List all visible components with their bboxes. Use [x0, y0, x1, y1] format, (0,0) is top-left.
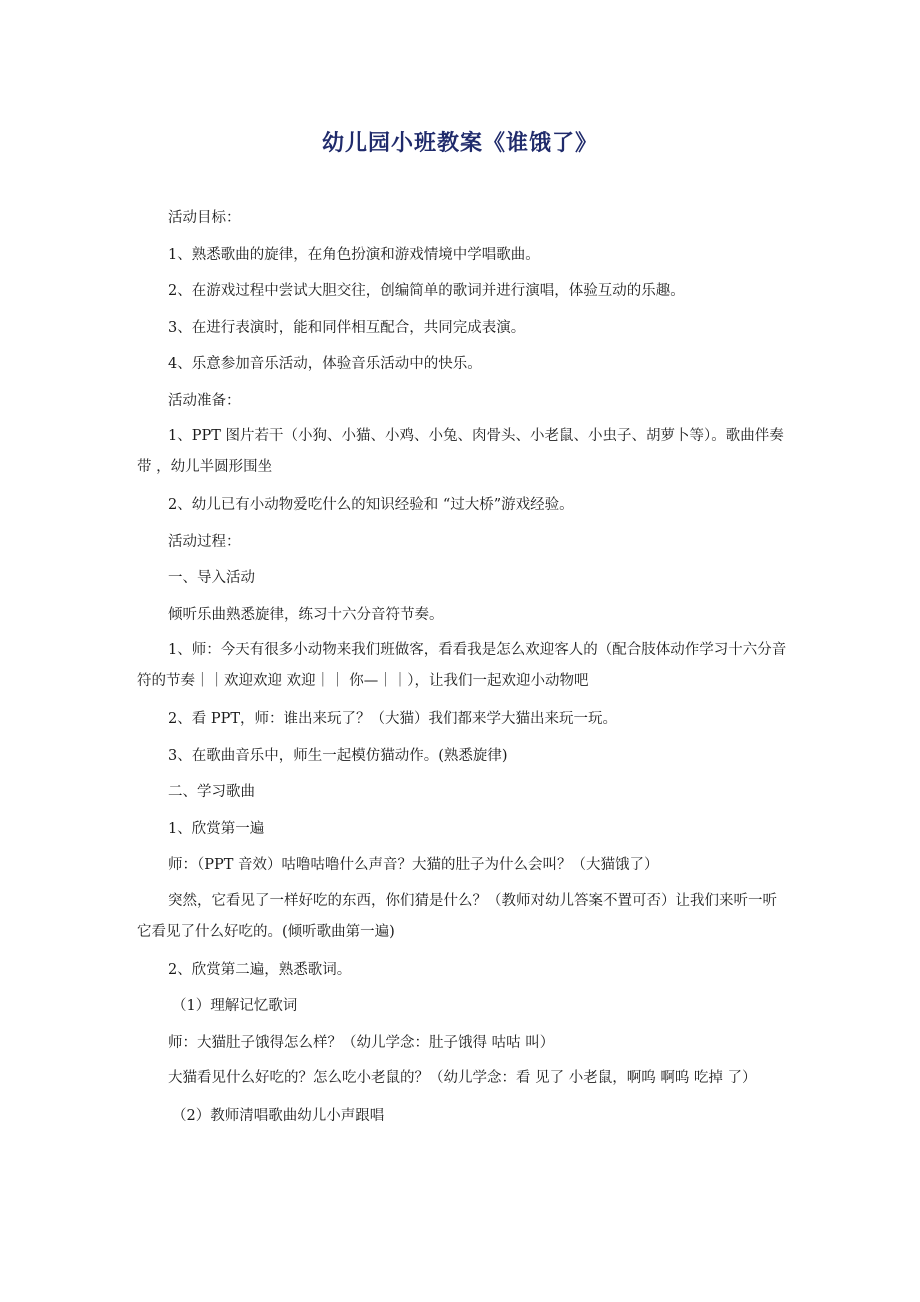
paragraph: （2）教师清唱歌曲幼儿小声跟唱	[172, 1108, 385, 1124]
paragraph: 1、师：今天有很多小动物来我们班做客，看看我是怎么欢迎客人的（配合肢体动作学习十六分音符的节奏｜｜欢迎欢迎 欢迎｜｜ 你—｜｜），让我们一起欢迎小动物吧	[137, 642, 787, 689]
paragraph: 师：大猫肚子饿得怎么样？（幼儿学念：肚子饿得 咕咕 叫）	[168, 1034, 555, 1051]
paragraph: 4、乐意参加音乐活动，体验音乐活动中的快乐。	[168, 356, 482, 372]
section-heading: 活动目标：	[168, 210, 241, 226]
paragraph: 1、欣赏第一遍	[168, 820, 265, 837]
paragraph: 突然，它看见了一样好吃的东西，你们猜是什么？（教师对幼儿答案不置可否）让我们来听一听它看见了什么好吃的。(倾听歌曲第一遍)	[137, 892, 777, 940]
section-heading: 活动过程：	[168, 533, 241, 550]
paragraph: 1、PPT 图片若干（小狗、小猫、小鸡、小兔、肉骨头、小老鼠、小虫子、胡萝卜等）。歌曲伴奏带 ，幼儿半圆形围坐	[137, 428, 784, 475]
section-heading: 一、导入活动	[168, 570, 255, 586]
paragraph: （1）理解记忆歌词	[172, 998, 298, 1014]
paragraph: 1、熟悉歌曲的旋律，在角色扮演和游戏情境中学唱歌曲。	[168, 246, 540, 263]
paragraph: 2、看 PPT，师：谁出来玩了？（大猫）我们都来学大猫出来玩一玩。	[168, 711, 618, 727]
paragraph: 2、幼儿已有小动物爱吃什么的知识经验和 “过大桥”游戏经验。	[168, 497, 574, 513]
paragraph: 师：（PPT 音效）咕噜咕噜什么声音？大猫的肚子为什么会叫？（大猫饿了）	[168, 857, 659, 873]
paragraph: 2、在游戏过程中尝试大胆交往，创编简单的歌词并进行演唱，体验互动的乐趣。	[168, 283, 685, 299]
page-title: 幼儿园小班教案《谁饿了》	[321, 131, 598, 156]
section-heading: 活动准备：	[168, 392, 241, 409]
paragraph: 3、在进行表演时，能和同伴相互配合，共同完成表演。	[168, 319, 526, 336]
document-body	[137, 200, 787, 1135]
paragraph: 3、在歌曲音乐中，师生一起模仿猫动作。(熟悉旋律)	[168, 747, 508, 764]
section-heading: 二、学习歌曲	[168, 784, 255, 800]
paragraph: 倾听乐曲熟悉旋律，练习十六分音符节奏。	[168, 606, 444, 623]
paragraph: 2、欣赏第二遍，熟悉歌词。	[168, 961, 352, 978]
paragraph: 大猫看见什么好吃的？怎么吃小老鼠的？（幼儿学念：看 见了 小老鼠，啊呜 啊呜 吃掉 了）	[168, 1070, 757, 1086]
